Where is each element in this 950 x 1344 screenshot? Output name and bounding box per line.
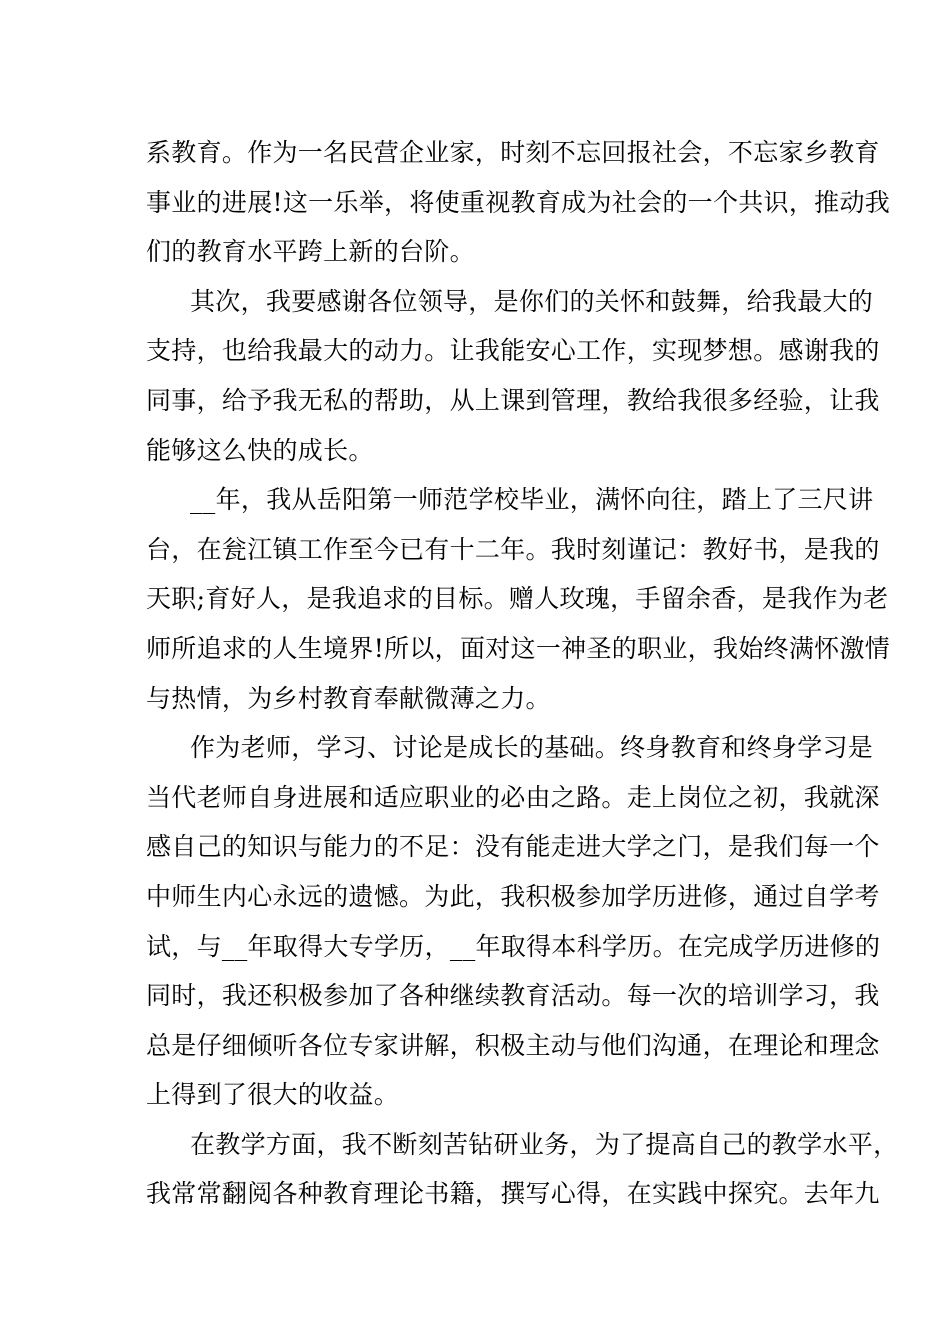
text-line: 我常常翻阅各种教育理论书籍，撰写心得，在实践中探究。去年九 — [146, 1179, 880, 1209]
text-line: 天职;育好人，是我追求的目标。赠人玫瑰，手留余香，是我作为老 — [146, 584, 889, 614]
text-line: 师所追求的人生境界!所以，面对这一神圣的职业，我始终满怀激情 — [146, 633, 891, 663]
text-line: 感自己的知识与能力的不足：没有能走进大学之门，是我们每一个 — [146, 832, 880, 862]
text-line: 们的教育水平跨上新的台阶。 — [146, 237, 475, 267]
text-line: 试，与__年取得大专学历，__年取得本科学历。在完成学历进修的 — [146, 931, 881, 961]
document-body — [146, 128, 899, 1219]
text-line: 系教育。作为一名民营企业家，时刻不忘回报社会，不忘家乡教育 — [146, 138, 880, 167]
paragraph-first-line: 其次，我要感谢各位领导，是你们的关怀和鼓舞，给我最大的 — [190, 286, 874, 316]
text-line: 总是仔细倾听各位专家讲解，积极主动与他们沟通，在理论和理念 — [146, 1030, 880, 1060]
text-line: 能够这么快的成长。 — [146, 435, 374, 465]
text-line: 台，在瓮江镇工作至今已有十二年。我时刻谨记：教好书，是我的 — [146, 534, 880, 564]
text-line: 事业的进展!这一乐举，将使重视教育成为社会的一个共识，推动我 — [146, 187, 891, 217]
text-line: 当代老师自身进展和适应职业的必由之路。走上岗位之初，我就深 — [146, 782, 880, 812]
text-line: 同时，我还积极参加了各种继续教育活动。每一次的培训学习，我 — [146, 981, 880, 1011]
text-line: 中师生内心永远的遗憾。为此，我积极参加学历进修，通过自学考 — [146, 881, 880, 911]
text-line: 同事，给予我无私的帮助，从上课到管理，教给我很多经验，让我 — [146, 385, 880, 415]
paragraph-first-line: 作为老师，学习、讨论是成长的基础。终身教育和终身学习是 — [190, 733, 874, 763]
text-line: 与热情，为乡村教育奉献微薄之力。 — [146, 683, 551, 713]
paragraph-first-line: __年，我从岳阳第一师范学校毕业，满怀向往，踏上了三尺讲 — [190, 485, 874, 515]
text-line: 支持，也给我最大的动力。让我能安心工作，实现梦想。感谢我的 — [146, 336, 880, 366]
text-line: 上得到了很大的收益。 — [146, 1080, 400, 1110]
paragraph-first-line: 在教学方面，我不断刻苦钻研业务，为了提高自己的教学水平， — [190, 1129, 899, 1159]
